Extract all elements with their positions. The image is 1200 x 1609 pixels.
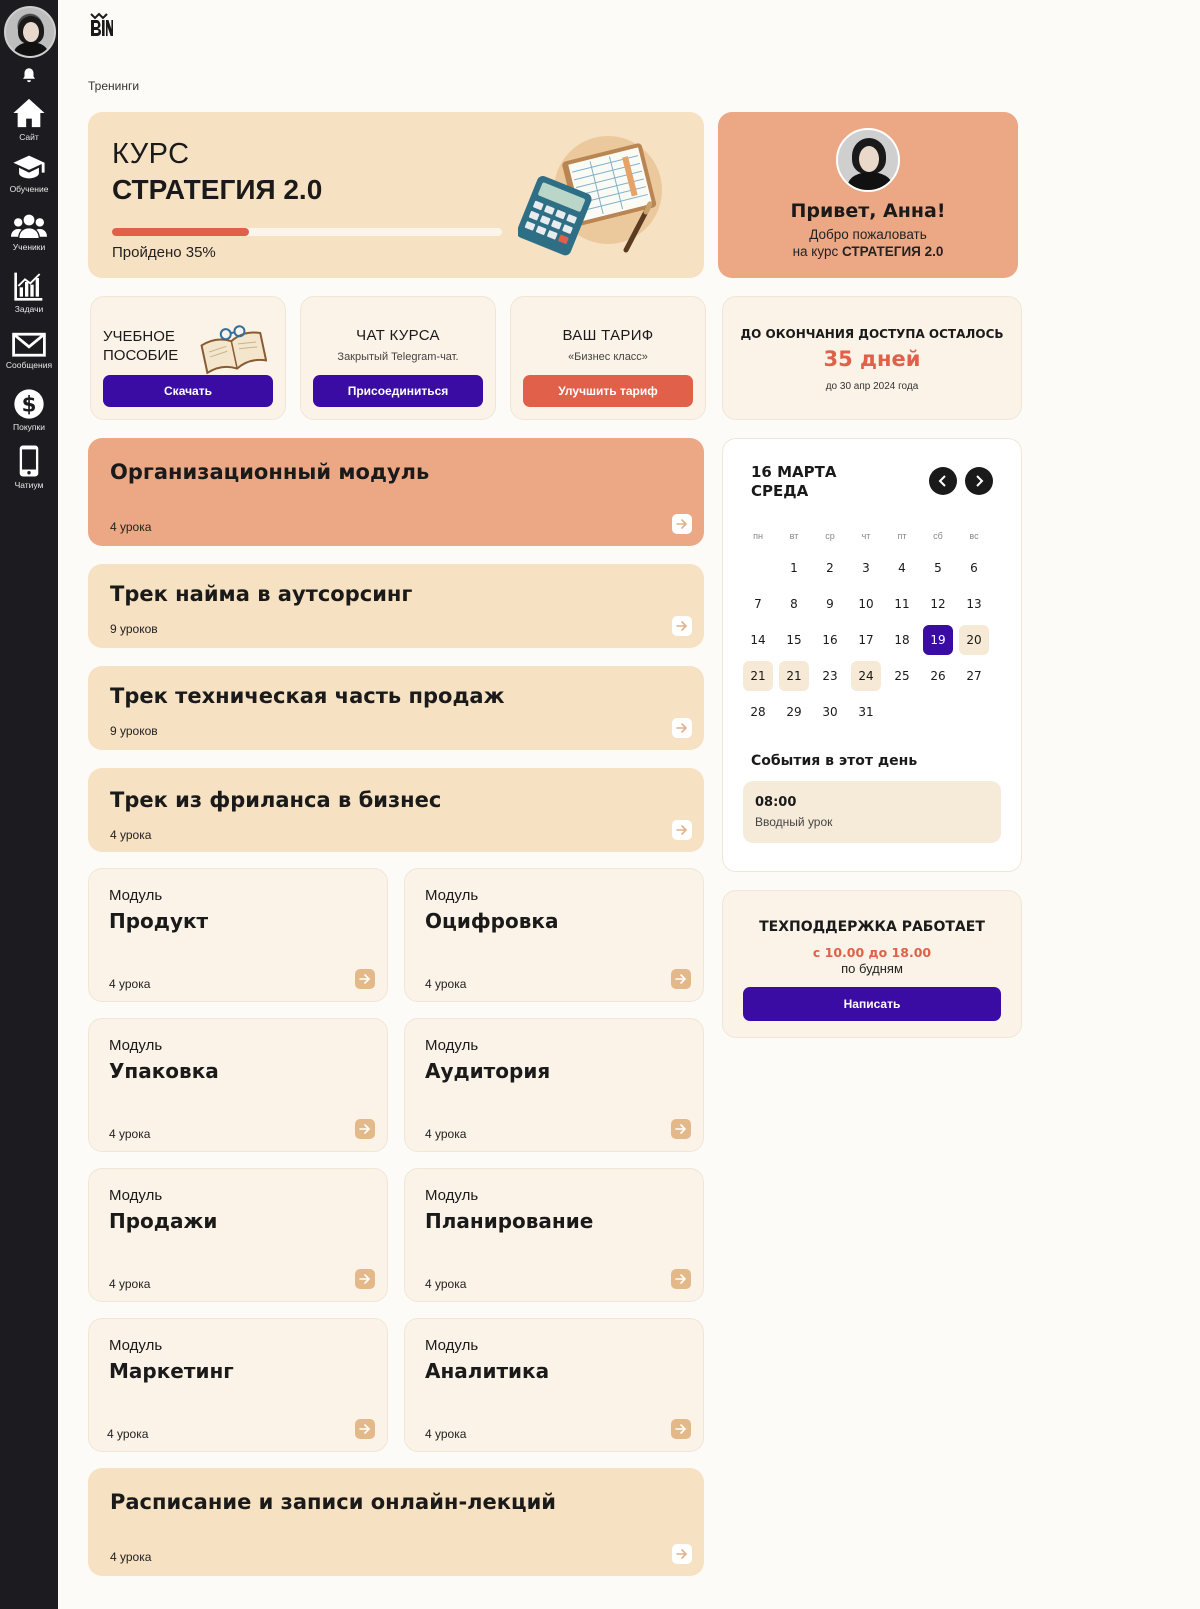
course-progress-bar <box>112 228 502 236</box>
calendar-day[interactable]: 25 <box>894 669 910 683</box>
arrow-right-icon[interactable] <box>671 1269 691 1289</box>
module-lessons: 9 уроков <box>110 724 158 738</box>
calculator-illustration <box>518 132 668 262</box>
weekday-label: пн <box>753 531 763 541</box>
dollar-icon <box>0 388 58 420</box>
sidebar-item-tasks[interactable] <box>0 270 58 314</box>
weekday-label: сб <box>933 531 943 541</box>
module-lessons: 4 урока <box>107 1427 149 1441</box>
calendar-card <box>722 438 1022 872</box>
chevron-right-icon <box>973 475 985 487</box>
event-item[interactable] <box>743 781 1001 843</box>
progress-fill <box>112 228 249 236</box>
tariff-name: «Бизнес класс» <box>568 351 648 363</box>
module-name: Аналитика <box>425 1359 550 1383</box>
arrow-right-icon[interactable] <box>355 1269 375 1289</box>
module-name: Маркетинг <box>109 1359 234 1383</box>
greeting-line2 <box>718 243 1018 260</box>
greeting-line1: Добро пожаловать <box>809 227 927 242</box>
arrow-right-icon[interactable] <box>672 616 692 636</box>
module-prefix: Модуль <box>109 1187 163 1204</box>
module-title: Трек найма в аутсорсинг <box>110 582 413 606</box>
events-title: События в этот день <box>751 753 918 769</box>
calendar-day[interactable]: 9 <box>826 597 834 611</box>
envelope-icon <box>0 330 58 358</box>
module-card[interactable] <box>88 666 704 750</box>
calendar-day[interactable]: 29 <box>786 705 802 719</box>
module-card[interactable] <box>88 564 704 648</box>
module-lessons: 4 урока <box>110 520 152 534</box>
module-prefix: Модуль <box>425 887 479 904</box>
calendar-day[interactable]: 7 <box>754 597 762 611</box>
next-month-button[interactable] <box>965 467 993 495</box>
calendar-day[interactable]: 8 <box>790 597 798 611</box>
schedule-lessons: 4 урока <box>110 1550 152 1564</box>
module-title: Организационный модуль <box>110 460 430 484</box>
deadline-title: ДО ОКОНЧАНИЯ ДОСТУПА ОСТАЛОСЬ <box>740 327 1004 341</box>
course-title: СТРАТЕГИЯ 2.0 <box>112 174 323 205</box>
weekday-label: пт <box>897 531 907 541</box>
calendar-day[interactable]: 14 <box>750 633 766 647</box>
calendar-day[interactable]: 28 <box>750 705 766 719</box>
sidebar-item-label: Сообщения <box>5 360 53 370</box>
calendar-day[interactable]: 11 <box>894 597 910 611</box>
join-chat-button[interactable]: Присоединиться <box>313 375 483 407</box>
arrow-right-icon[interactable] <box>671 1419 691 1439</box>
calendar-day[interactable]: 31 <box>858 705 874 719</box>
module-lessons: 4 урока <box>425 1127 467 1141</box>
calendar-day[interactable]: 1 <box>790 561 798 575</box>
calendar-date <box>751 463 836 501</box>
greeting-line2-prefix: на курс <box>792 244 839 259</box>
module-card[interactable] <box>88 1018 388 1152</box>
sidebar-item-label: Ученики <box>12 242 46 252</box>
module-lessons: 4 урока <box>109 1127 151 1141</box>
module-lessons: 9 уроков <box>110 622 158 636</box>
deadline-days: 35 дней <box>823 347 921 371</box>
event-name: Вводный урок <box>755 815 833 829</box>
chat-subtitle: Закрытый Telegram-чат. <box>337 351 459 363</box>
module-card[interactable] <box>404 868 704 1002</box>
sidebar-item-purchases[interactable] <box>0 388 58 432</box>
greeting-card <box>718 112 1018 278</box>
weekday-label: вт <box>789 531 799 541</box>
schedule-card[interactable] <box>88 1468 704 1576</box>
course-hero-card <box>88 112 704 278</box>
weekday-label: вс <box>969 531 979 541</box>
arrow-right-icon[interactable] <box>671 1119 691 1139</box>
module-name: Упаковка <box>109 1059 219 1083</box>
support-card <box>722 890 1022 1038</box>
module-lessons: 4 урока <box>110 828 152 842</box>
manual-title <box>103 327 178 365</box>
schedule-title: Расписание и записи онлайн-лекций <box>110 1490 557 1514</box>
module-card[interactable] <box>404 1168 704 1302</box>
calendar-day[interactable]: 2 <box>826 561 834 575</box>
module-card[interactable] <box>88 868 388 1002</box>
module-lessons: 4 урока <box>425 1277 467 1291</box>
chat-title: ЧАТ КУРСА <box>356 327 440 344</box>
download-button[interactable]: Скачать <box>103 375 273 407</box>
deadline-date: до 30 апр 2024 года <box>825 381 919 392</box>
module-lessons: 4 урока <box>109 1277 151 1291</box>
module-title: Трек техническая часть продаж <box>110 684 505 708</box>
calendar-date-line1: 16 МАРТА <box>751 463 837 481</box>
home-icon <box>0 96 58 130</box>
module-name: Планирование <box>425 1209 594 1233</box>
upgrade-tariff-button[interactable]: Улучшить тариф <box>523 375 693 407</box>
sidebar-item-label: Задачи <box>14 304 44 314</box>
module-prefix: Модуль <box>425 1187 479 1204</box>
arrow-right-icon[interactable] <box>672 718 692 738</box>
module-card[interactable] <box>88 1318 388 1452</box>
arrow-right-icon[interactable] <box>672 1544 692 1564</box>
calendar-day[interactable]: 13 <box>966 597 982 611</box>
manual-title-line1: УЧЕБНОЕ <box>103 328 175 345</box>
calendar-day[interactable]: 26 <box>930 669 946 683</box>
calendar-day[interactable]: 10 <box>858 597 874 611</box>
module-name: Продажи <box>109 1209 218 1233</box>
calendar-day[interactable]: 4 <box>898 561 906 575</box>
calendar-day[interactable]: 23 <box>822 669 838 683</box>
brand-logo[interactable] <box>88 12 114 38</box>
calendar-day[interactable]: 5 <box>934 561 942 575</box>
module-title: Трек из фриланса в бизнес <box>110 788 442 812</box>
calendar-day[interactable]: 17 <box>858 633 874 647</box>
module-name: Оцифровка <box>425 909 559 933</box>
svg-text:$: $ <box>21 392 37 418</box>
course-chat-tile <box>300 296 496 420</box>
calendar-day[interactable]: 12 <box>930 597 946 611</box>
calendar-day[interactable]: 19 <box>923 625 953 655</box>
weekday-label: чт <box>861 531 871 541</box>
users-icon <box>0 212 58 240</box>
sidebar-item-label: Покупки <box>13 422 45 432</box>
module-lessons: 4 урока <box>109 977 151 991</box>
calendar-date-line2: СРЕДА <box>751 482 809 500</box>
module-card[interactable] <box>404 1018 704 1152</box>
sidebar-item-chatium[interactable] <box>0 444 58 490</box>
prev-month-button[interactable] <box>929 467 957 495</box>
calendar-day[interactable]: 21 <box>779 661 809 691</box>
calendar-day[interactable]: 24 <box>851 661 881 691</box>
greeting-text <box>718 226 1018 260</box>
manual-tile <box>90 296 286 420</box>
module-card[interactable] <box>88 768 704 852</box>
support-hours: с 10.00 до 18.00 <box>812 945 932 960</box>
module-prefix: Модуль <box>425 1337 479 1354</box>
write-support-button[interactable]: Написать <box>743 987 1001 1021</box>
graduation-cap-icon <box>0 152 58 182</box>
support-days: по будням <box>841 961 903 976</box>
calendar-day[interactable]: 6 <box>970 561 978 575</box>
tariff-title: ВАШ ТАРИФ <box>562 327 654 344</box>
event-time: 08:00 <box>755 795 797 810</box>
module-card[interactable] <box>88 1168 388 1302</box>
book-icon <box>199 319 267 375</box>
calendar-day[interactable]: 18 <box>894 633 910 647</box>
calendar-day[interactable]: 21 <box>743 661 773 691</box>
module-prefix: Модуль <box>109 1337 163 1354</box>
chevron-left-icon <box>937 475 949 487</box>
module-prefix: Модуль <box>109 1037 163 1054</box>
sidebar-item-learning[interactable] <box>0 152 58 194</box>
arrow-right-icon[interactable] <box>672 514 692 534</box>
chart-icon <box>0 270 58 302</box>
course-kicker: КУРС <box>112 138 190 170</box>
sidebar <box>0 0 58 1609</box>
arrow-right-icon[interactable] <box>355 1419 375 1439</box>
calendar-day[interactable]: 20 <box>959 625 989 655</box>
greeting-title: Привет, Анна! <box>790 200 946 222</box>
calendar-day[interactable]: 30 <box>822 705 838 719</box>
user-avatar-large <box>836 128 900 192</box>
module-lessons: 4 урока <box>425 1427 467 1441</box>
module-card[interactable] <box>404 1318 704 1452</box>
greeting-course: СТРАТЕГИЯ 2.0 <box>842 244 944 259</box>
sidebar-item-site[interactable] <box>0 96 58 142</box>
arrow-right-icon[interactable] <box>671 969 691 989</box>
sidebar-item-label: Обучение <box>9 184 49 194</box>
sidebar-item-label: Чатиум <box>14 480 44 490</box>
user-avatar[interactable] <box>4 6 56 58</box>
module-prefix: Модуль <box>109 887 163 904</box>
module-name: Аудитория <box>425 1059 551 1083</box>
manual-title-line2: ПОСОБИЕ <box>103 347 179 364</box>
calendar-day[interactable]: 27 <box>966 669 982 683</box>
breadcrumb[interactable]: Тренинги <box>88 79 140 93</box>
progress-label: Пройдено 35% <box>112 244 216 261</box>
module-name: Продукт <box>109 909 209 933</box>
weekday-label: ср <box>825 531 835 541</box>
access-deadline-tile <box>722 296 1022 420</box>
calendar-day[interactable]: 3 <box>862 561 870 575</box>
support-title: ТЕХПОДДЕРЖКА РАБОТАЕТ <box>759 919 985 935</box>
sidebar-item-messages[interactable] <box>0 330 58 370</box>
module-prefix: Модуль <box>425 1037 479 1054</box>
tariff-tile <box>510 296 706 420</box>
arrow-right-icon[interactable] <box>672 820 692 840</box>
calendar-day[interactable]: 16 <box>822 633 838 647</box>
arrow-right-icon[interactable] <box>355 1119 375 1139</box>
bell-icon[interactable] <box>20 66 38 84</box>
sidebar-item-label: Сайт <box>19 132 39 142</box>
calendar-day[interactable]: 15 <box>786 633 802 647</box>
arrow-right-icon[interactable] <box>355 969 375 989</box>
module-lessons: 4 урока <box>425 977 467 991</box>
phone-icon <box>0 444 58 478</box>
module-card[interactable] <box>88 438 704 546</box>
sidebar-item-students[interactable] <box>0 212 58 252</box>
